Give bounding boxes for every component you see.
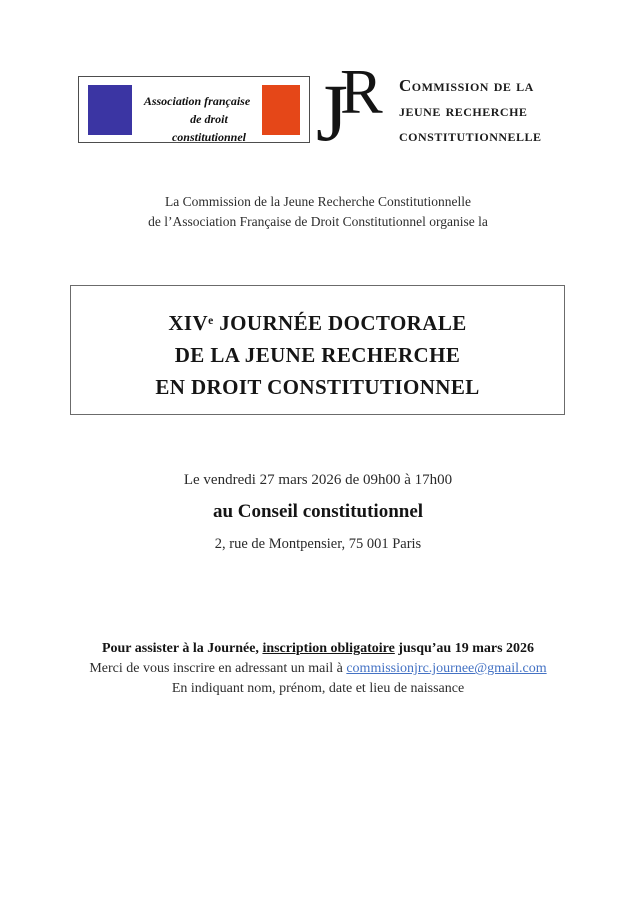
event-title-line3: EN DROIT CONSTITUTIONNEL (155, 374, 480, 399)
title-ordinal-suffix: e (208, 315, 214, 327)
intro-text (0, 192, 636, 232)
jrc-monogram-icon (316, 56, 394, 158)
afdc-logo-line2: de droit constitutionnel (171, 112, 247, 144)
event-title-line2: DE LA JEUNE RECHERCHE (174, 342, 461, 367)
registration-line1-part2: jusqu’au 19 mars 2026 (394, 641, 535, 656)
registration-mandatory-text: inscription obligatoire (262, 641, 395, 656)
registration-line1-part1: Pour assister à la Journée, (101, 641, 263, 656)
title-line1-rest: JOURNÉE DOCTORALE (213, 310, 467, 335)
afdc-logo-line1: Association française (143, 94, 251, 108)
registration-deadline-line (0, 641, 636, 657)
french-flag-red-block (262, 85, 300, 135)
french-flag-blue-block (88, 85, 132, 135)
registration-line2-prefix: Merci de vous inscrire en adressant un mail à (89, 661, 347, 676)
jrc-logo-title-line2: jeune recherche (399, 101, 528, 120)
registration-email-link[interactable]: commissionjrc.journee@gmail.com (346, 661, 547, 676)
jrc-monogram-letter-j: J (316, 67, 348, 158)
afdc-logo (78, 76, 310, 143)
event-title-line1 (71, 305, 564, 339)
event-venue: au Conseil constitutionnel (212, 501, 424, 522)
intro-line1: La Commission de la Jeune Recherche Constitutionnelle (165, 194, 471, 209)
jrc-logo-title-line1: Commission de la (399, 76, 534, 95)
jrc-monogram-letter-r: R (340, 56, 383, 127)
jrc-logo-title-line3: constitutionnelle (399, 126, 542, 145)
jrc-logo-title (399, 73, 542, 148)
afdc-logo-text (135, 92, 259, 146)
intro-line2: de l’Association Française de Droit Constitutionnel organise la (148, 214, 488, 229)
event-datetime: Le vendredi 27 mars 2026 de 09h00 à 17h00 (183, 472, 453, 488)
title-roman-numeral: XIV (168, 310, 209, 335)
registration-email-line (0, 661, 636, 677)
event-title-box (70, 285, 565, 415)
registration-details-line: En indiquant nom, prénom, date et lieu de naissance (171, 681, 465, 696)
event-address: 2, rue de Montpensier, 75 001 Paris (214, 536, 422, 552)
